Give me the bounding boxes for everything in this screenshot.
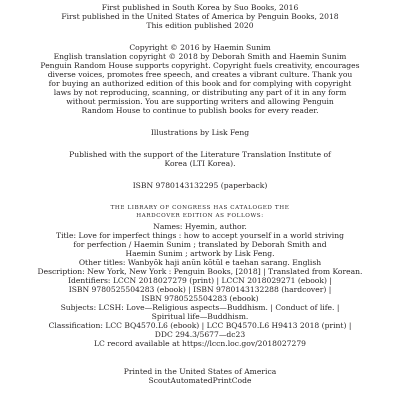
- cip-heading: THE LIBRARY OF CONGRESS HAS CATALOGED THE: [110, 205, 290, 211]
- illustrations-credit: Illustrations by Lisk Feng: [150, 128, 250, 137]
- cip-line: Spiritual life—Buddhism.: [151, 312, 249, 321]
- printed-line: Printed in the United States of America: [123, 367, 277, 376]
- print-code: ScoutAutomatedPrintCode: [148, 376, 252, 385]
- cip-line: ISBN 9780525504283 (ebook): [141, 294, 259, 303]
- copyright-notice-line: for buying an authorized edition of this book and for complying with copyright: [48, 79, 352, 88]
- publication-line: First published in the United States of America by Penguin Books, 2018: [61, 12, 339, 21]
- cip-line: LC record available at https://lccn.loc.gov/2018027279: [94, 339, 306, 348]
- publication-line: First published in South Korea by Suo Books, 2016: [101, 3, 299, 12]
- copyright-notice-line: Penguin Random House supports copyright. Copyright fuels creativity, encourages: [40, 61, 360, 70]
- copyright-notice-line: without permission. You are supporting writers and allowing Penguin: [66, 97, 334, 106]
- copyright-line: English translation copyright © 2018 by Deborah Smith and Haemin Sunim: [53, 52, 347, 61]
- cip-line: ISBN 9780525504283 (ebook) | ISBN 9780143132288 (hardcover) |: [68, 285, 332, 294]
- copyright-notice-line: laws by not reproducing, scanning, or distributing any part of it in any form: [53, 88, 347, 97]
- cip-line: Names: Hyemin, author.: [153, 222, 247, 231]
- cip-line: Classification: LCC BQ4570.L6 (ebook) | LCC BQ4570.L6 H9413 2018 (print) |: [48, 321, 352, 330]
- cip-line: Description: New York, New York : Penguin Books, [2018] | Translated from Korean.: [37, 267, 363, 276]
- cip-line: Other titles: Wanbyŏk haji anŭn kŏtŭl e taehan sarang. English: [78, 258, 322, 267]
- copyright-notice-line: diverse voices, promotes free speech, and creates a vibrant culture. Thank you: [47, 70, 353, 79]
- publication-line: This edition published 2020: [146, 21, 254, 30]
- cip-line: Haemin Sunim ; artwork by Lisk Feng.: [125, 249, 275, 258]
- cip-line: Identifiers: LCCN 2018027279 (print) | LCCN 2018029271 (ebook) |: [68, 276, 332, 285]
- cip-line: DDC 294.3/5677—dc23: [154, 330, 246, 339]
- copyright-line: Copyright © 2016 by Haemin Sunim: [129, 43, 271, 52]
- isbn-line: ISBN 9780143132295 (paperback): [132, 181, 268, 190]
- support-line: Korea (LTI Korea).: [164, 159, 236, 168]
- cip-line: Subjects: LCSH: Love—Religious aspects—Buddhism. | Conduct of life. |: [60, 303, 340, 312]
- copyright-notice-line: Random House to continue to publish books for every reader.: [81, 106, 319, 115]
- cip-heading: HARDCOVER EDITION AS FOLLOWS:: [136, 213, 264, 219]
- support-line: Published with the support of the Literature Translation Institute of: [69, 150, 331, 159]
- cip-line: Title: Love for imperfect things : how to accept yourself in a world striving: [56, 231, 344, 240]
- cip-line: for perfection / Haemin Sunim ; translated by Deborah Smith and: [73, 240, 327, 249]
